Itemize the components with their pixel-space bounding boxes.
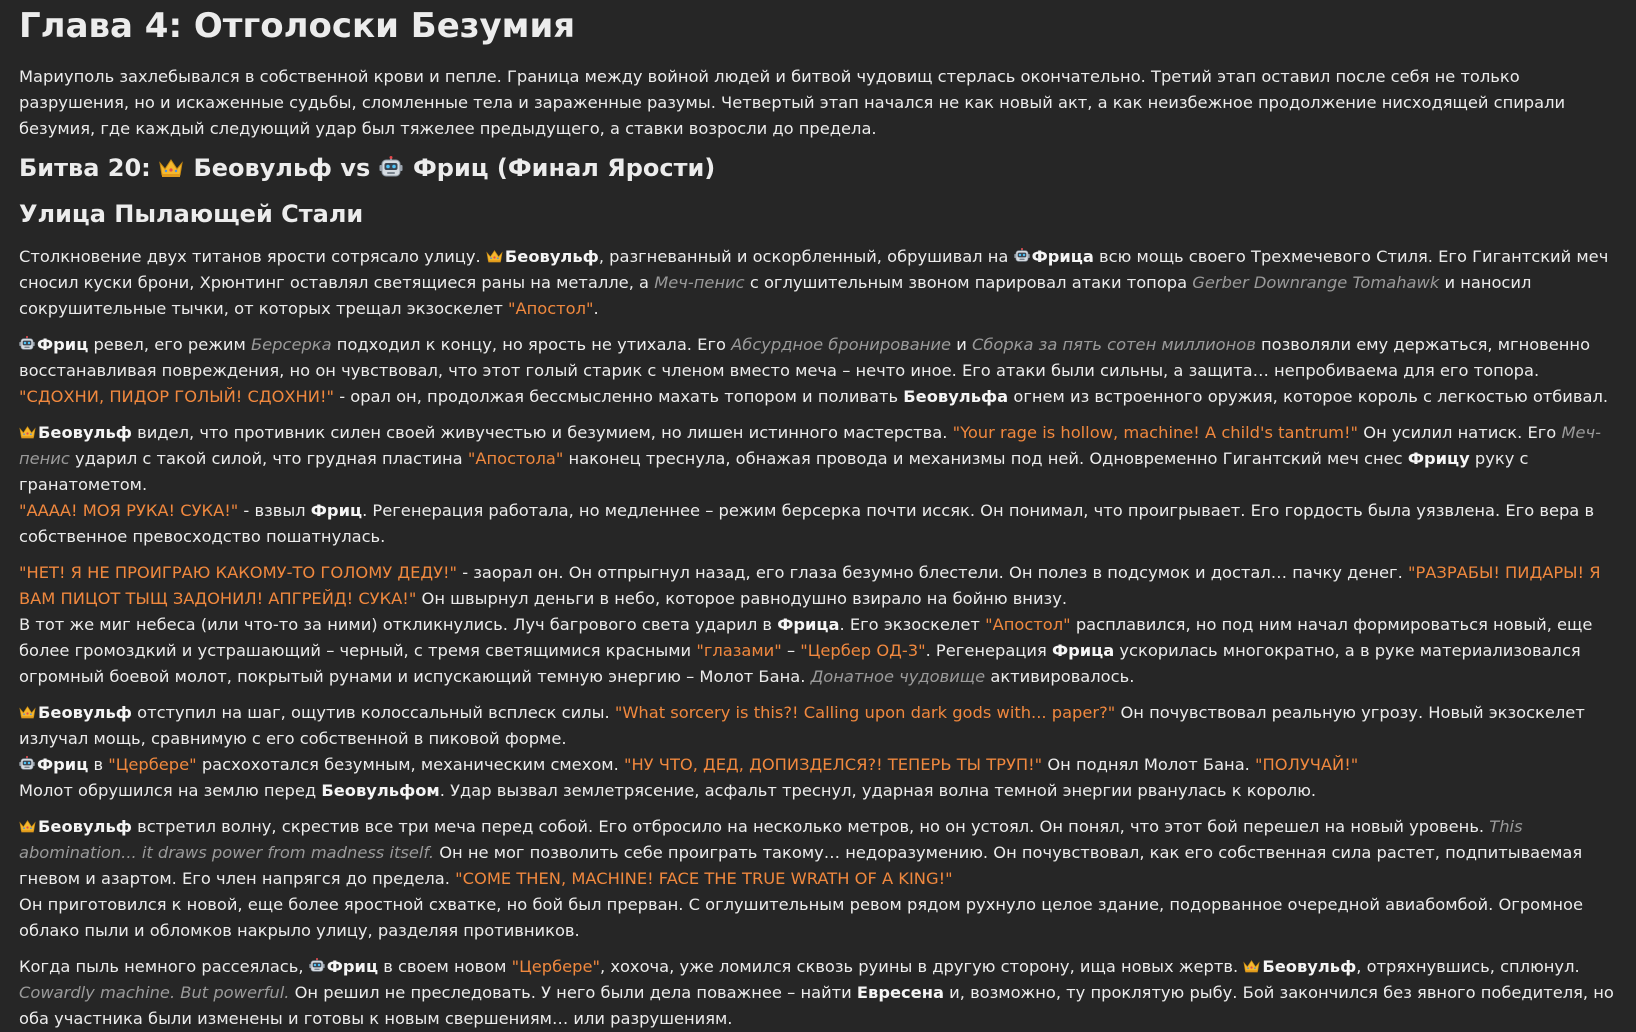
text: и, возможно, ту проклятую рыбу. Бой закончился без явного победителя, но оба участника были изменены и готовы к новым свершениям… или разрушениям. [19, 983, 1614, 1028]
quote: "ПОЛУЧАЙ!" [1255, 755, 1359, 774]
italic-term: Донатное чудовище [810, 667, 986, 686]
quote: "Цербере" [108, 755, 197, 774]
battle-prefix: Битва 20: [19, 154, 151, 182]
character-name: Беовульф [1262, 957, 1357, 976]
text: . Регенерация [925, 641, 1047, 660]
quote: "АААА! МОЯ РУКА! СУКА!" [19, 501, 239, 520]
text: - заорал он. Он отпрыгнул назад, его глаза безумно блестели. Он полез в подсумок и достал… пачку денег. [462, 563, 1403, 582]
paragraph-3 [19, 420, 1616, 550]
text: . Его экзоскелет [839, 615, 980, 634]
text: – [786, 641, 796, 660]
character-name: Беовульф [38, 703, 132, 722]
text: и [956, 335, 967, 354]
quote: "COME THEN, MACHINE! FACE THE TRUE WRATH OF A KING!" [455, 869, 953, 888]
text: позволяли ему держаться, мгновенно восстанавливая повреждения, но он чувствовал, что этот голый старик с членом вместо меча – нечто иное. Его атаки были сильны, а защита… непробиваема для его топора. [19, 335, 1591, 380]
text: всю мощь своего Трехмечевого Стиля. Его Гигантский меч сносил куски брони, Хрюнтинг оставлял светящиеся раны на металле, а [19, 247, 1609, 292]
character-name: Фриц [37, 755, 89, 774]
text: подходил к концу, но ярость не утихала. Его [336, 335, 726, 354]
character-name: Фрица [1051, 641, 1115, 660]
text: ударил с такой силой, что грудная пластина [75, 449, 463, 468]
robot-face-icon [19, 756, 35, 772]
character-name: Беовульфом [321, 781, 440, 800]
italic-term: Абсурдное бронирование [731, 335, 951, 354]
crown-icon [19, 426, 36, 439]
text: расхохотался безумным, механическим смехом. [201, 755, 619, 774]
quote: "Апостол" [985, 615, 1071, 634]
text: - взвыл [243, 501, 306, 520]
italic-term: This abomination... it draws power from madness itself. [19, 817, 1523, 862]
battle-heading [19, 152, 1616, 184]
text: и наносил сокрушительные тычки, от которых трещал экзоскелет [19, 273, 1532, 318]
chapter-title: Глава 4: Отголоски Безумия [19, 6, 576, 46]
text: , разгневанный и оскорбленный, обрушивал на [598, 247, 1009, 266]
quote: "Апостол" [508, 299, 594, 318]
character-name: Евресена [856, 983, 944, 1002]
paragraph-5 [19, 612, 1616, 690]
quote: "Апостола" [467, 449, 564, 468]
text: В тот же миг небеса (или что-то за ними) откликнулись. Луч багрового света ударил в [19, 615, 773, 634]
quote: "СДОХНИ, ПИДОР ГОЛЫЙ! СДОХНИ!" [19, 387, 334, 406]
italic-term: Меч-пенис [19, 423, 1601, 468]
paragraph-10 [19, 892, 1616, 944]
character-name: Фрица [777, 615, 840, 634]
text: . Удар вызвал землетрясение, асфальт треснул, ударная волна темной энергии рванулась к королю. [439, 781, 1317, 800]
quote: "НУ ЧТО, ДЕД, ДОПИЗДЕЛСЯ?! ТЕПЕРЬ ТЫ ТРУП!" [623, 755, 1043, 774]
quote: "Цербере" [511, 957, 600, 976]
text: Когда пыль немного рассеялась, [19, 957, 304, 976]
paragraph-4 [19, 560, 1616, 612]
character-name: Фрица [1031, 247, 1094, 266]
italic-term: Берсерка [250, 335, 332, 354]
battle-fighter1: Беовульф [193, 154, 332, 182]
text: , отряхнувшись, сплюнул. [1356, 957, 1580, 976]
text: встретил волну, скрестив все три меча перед собой. Его отбросило на несколько метров, но он устоял. Он понял, что этот бой перешел на новый уровень. [137, 817, 1485, 836]
character-name: Фриц [310, 501, 363, 520]
quote: "What sorcery is this?! Calling upon dark gods with... paper?" [614, 703, 1116, 722]
text: Он не мог позволить себе проиграть такому… недоразумению. Он почувствовал, как его собственная сила растет, подпитываемая гневом и азартом. Его член напрягся до предела. [19, 843, 1583, 888]
text: Он усилил натиск. Его [1363, 423, 1557, 442]
text: руку с гранатометом. [19, 449, 1529, 494]
text: . [593, 299, 599, 318]
paragraph-7 [19, 752, 1616, 778]
robot-face-icon [309, 958, 325, 974]
crown-icon [1243, 960, 1260, 973]
text: расплавился, но под ним начал формироваться новый, еще более громоздкий и устрашающий – черный, с тремя светящимися красными [19, 615, 1593, 660]
text: Он поднял Молот Бана. [1047, 755, 1250, 774]
quote: "НЕТ! Я НЕ ПРОИГРАЮ КАКОМУ-ТО ГОЛОМУ ДЕДУ!" [19, 563, 458, 582]
robot-face-icon [19, 336, 35, 352]
text: Он швырнул деньги в небо, которое равнодушно взирало на бойню внизу. [421, 589, 1068, 608]
paragraph-1 [19, 244, 1616, 322]
italic-term: Меч-пенис [654, 273, 745, 292]
text: наконец треснула, обнажая провода и механизмы под ней. Одновременно Гигантский меч снес [568, 449, 1403, 468]
text: Столкновение двух титанов ярости сотрясало улицу. [19, 247, 481, 266]
paragraph-2 [19, 332, 1616, 410]
text: с оглушительным звоном парировал атаки топора [749, 273, 1188, 292]
text: , хохоча, уже ломился сквозь руины в другую сторону, ища новых жертв. [599, 957, 1239, 976]
paragraph-11 [19, 954, 1616, 1032]
text: Он почувствовал реальную угрозу. Новый экзоскелет излучал мощь, сравнимую с его собственной в пиковой форме. [19, 703, 1585, 748]
character-name: Беовульф [38, 423, 132, 442]
text: Молот обрушился на землю перед [19, 781, 317, 800]
italic-term: Cowardly machine. But powerful. [19, 983, 290, 1002]
italic-term: Gerber Downrange Tomahawk [1192, 273, 1440, 292]
character-name: Фрицу [1407, 449, 1470, 468]
character-name: Беовульф [38, 817, 132, 836]
character-name: Фриц [326, 957, 379, 976]
quote: "глазами" [696, 641, 782, 660]
location-heading: Улица Пылающей Стали [19, 200, 364, 228]
text: отступил на шаг, ощутив колоссальный всплеск силы. [137, 703, 610, 722]
text: видел, что противник силен своей живучестью и безумием, но лишен истинного мастерства. [137, 423, 948, 442]
intro-paragraph: Мариуполь захлебывался в собственной крови и пепле. Граница между войной людей и битвой чудовищ стерлась окончательно. Третий этап оставил после себя не только разрушения, но и искаженные судьбы, сломленные тела и зараженные разумы. Четвертый этап начался не как новый акт, а как неизбежное продолжение нисходящей спирали безумия, где каждый следующий удар был тяжелее предыдущего, а ставки возросли до предела. [19, 67, 1566, 138]
text: - орал он, продолжая бессмысленно махать топором и поливать [339, 387, 899, 406]
text: огнем из встроенного оружия, которое король с легкостью отбивал. [1013, 387, 1609, 406]
text: Он приготовился к новой, еще более яростной схватке, но бой был прерван. С оглушительным ревом рядом рухнуло целое здание, подорванное очередной авиабомбой. Огромное облако пыли и обломков накрыло улицу, разделяя противников. [19, 895, 1584, 940]
character-name: Беовульф [504, 247, 599, 266]
robot-face-icon [1014, 248, 1030, 264]
document [0, 4, 1636, 1032]
crown-icon [19, 706, 36, 719]
text: активировалось. [990, 667, 1135, 686]
character-name: Фриц [37, 335, 89, 354]
paragraph-6 [19, 700, 1616, 752]
battle-fighter2: Фриц (Финал Ярости) [412, 154, 716, 182]
character-name: Беовульфа [903, 387, 1009, 406]
quote: "Your rage is hollow, machine! A child's tantrum!" [952, 423, 1359, 442]
text: в [93, 755, 104, 774]
text: Он решил не преследовать. У него были дела поважнее – найти [294, 983, 852, 1002]
text: . Регенерация работала, но медленнее – режим берсерка почти иссяк. Он понимал, что проигрывает. Его гордость была уязвлена. Его вера в собственное превосходство пошатнулась. [19, 501, 1595, 546]
text: ускорилась многократно, а в руке материализовался огромный боевой молот, покрытый рунами и испускающий темную энергию – Молот Бана. [19, 641, 1581, 686]
crown-icon [486, 250, 503, 263]
quote: "Цербер ОД-3" [800, 641, 926, 660]
robot-face-icon [379, 156, 403, 180]
text: ревел, его режим [93, 335, 246, 354]
paragraph-9 [19, 814, 1616, 892]
italic-term: Сборка за пять сотен миллионов [971, 335, 1256, 354]
crown-icon [159, 159, 183, 178]
crown-icon [19, 820, 36, 833]
text: в своем новом [383, 957, 507, 976]
battle-vs: vs [340, 154, 371, 182]
quote: "РАЗРАБЫ! ПИДАРЫ! Я ВАМ ПИЦОТ ТЫЩ ЗАДОНИЛ! АПГРЕЙД! СУКА!" [19, 563, 1601, 608]
paragraph-8 [19, 778, 1616, 804]
